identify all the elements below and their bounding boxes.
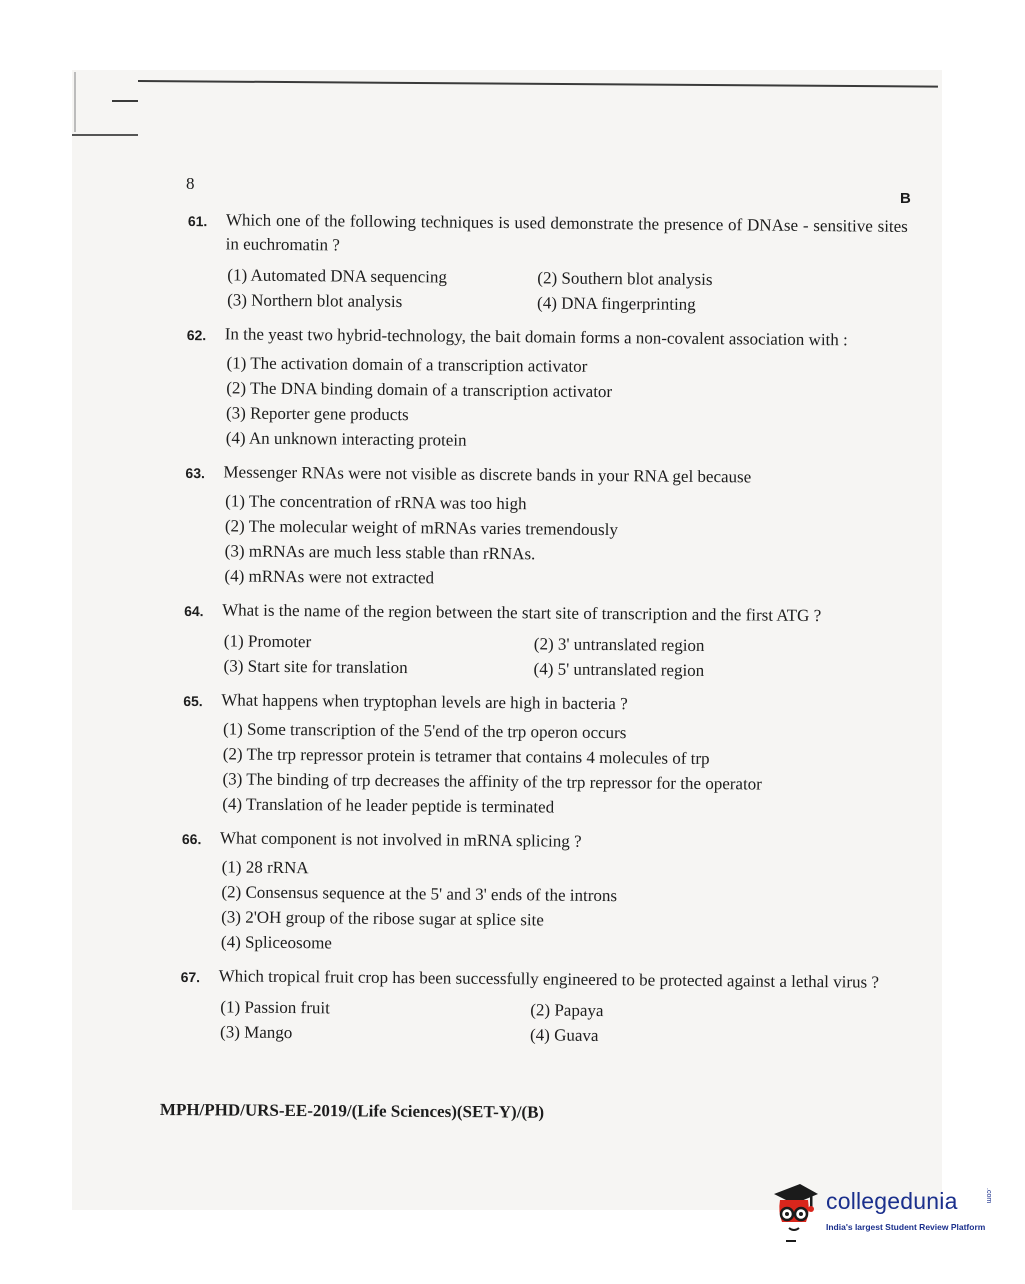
- question-65: [182, 688, 903, 823]
- logo-name: collegedunia: [826, 1188, 958, 1214]
- options: [222, 488, 905, 595]
- option-4: (4) Translation of he leader peptide is terminated: [222, 794, 555, 817]
- option-4: (4) Spliceosome: [220, 932, 332, 953]
- option-1: (1) Promoter: [223, 631, 312, 652]
- option-4: (4) mRNAs were not extracted: [224, 566, 435, 588]
- paper-edge-left: [112, 100, 138, 102]
- option-2: (2) The molecular weight of mRNAs varies tremendously: [224, 516, 618, 540]
- options: [221, 628, 903, 685]
- question-61: [187, 208, 908, 319]
- option-2: (2) 3' untranslated region: [533, 634, 705, 655]
- question-number: 64.: [184, 602, 204, 620]
- page-number: 8: [186, 174, 195, 193]
- option-2: (2) Consensus sequence at the 5' and 3' ends of the introns: [221, 882, 618, 906]
- option-2: (2) Papaya: [530, 1000, 604, 1021]
- paper-edge-left-lower: [72, 134, 138, 136]
- question-text: Messenger RNAs were not visible as discrete bands in your RNA gel because: [223, 462, 752, 487]
- question-62: [186, 322, 907, 457]
- option-1: (1) The activation domain of a transcription activator: [226, 353, 588, 376]
- option-2: (2) The DNA binding domain of a transcription activator: [226, 378, 613, 402]
- set-letter: B: [900, 190, 911, 207]
- options: [225, 262, 907, 319]
- question-64: [183, 598, 904, 685]
- question-number: 61.: [187, 212, 208, 230]
- question-63: [184, 460, 905, 595]
- question-text: What component is not involved in mRNA splicing ?: [219, 828, 582, 851]
- question-text: Which tropical fruit crop has been successfully engineered to be protected against a lethal virus ?: [218, 966, 880, 992]
- question-text: In the yeast two hybrid-technology, the bait domain forms a non-covalent association with :: [224, 324, 848, 350]
- option-2: (2) The trp repressor protein is tetramer that contains 4 molecules of trp: [222, 744, 710, 769]
- option-3: (3) Start site for translation: [223, 656, 408, 678]
- question-text: What happens when tryptophan levels are high in bacteria ?: [221, 690, 628, 714]
- option-3: (3) The binding of trp decreases the affinity of the trp repressor for the operator: [222, 769, 762, 794]
- question-number: 62.: [186, 326, 207, 344]
- question-66: [181, 826, 902, 961]
- option-3: (3) Reporter gene products: [225, 403, 409, 425]
- options: [220, 716, 903, 823]
- question-number: 63.: [185, 464, 206, 482]
- question-67: [180, 964, 901, 1051]
- option-1: (1) The concentration of rRNA was too high: [225, 491, 527, 514]
- options: [218, 994, 900, 1051]
- question-text: Which one of the following techniques is used demonstrate the presence of DNAse - sensitive sites in euchromatin ?: [225, 210, 908, 255]
- option-3: (3) 2'OH group of the ribose sugar at splice site: [221, 907, 544, 930]
- option-3: (3) Northern blot analysis: [227, 290, 403, 312]
- graduate-mascot-icon: [770, 1178, 822, 1244]
- question-number: 67.: [180, 968, 201, 986]
- option-1: (1) 28 rRNA: [221, 857, 309, 878]
- logo-dotcom: .com: [985, 1188, 992, 1204]
- exam-code: MPH/PHD/URS-EE-2019/(Life Sciences)(SET-Y)/(B): [159, 1100, 545, 1122]
- options: [224, 350, 907, 457]
- option-4: (4) An unknown interacting protein: [225, 428, 467, 450]
- question-number: 66.: [181, 830, 202, 848]
- question-list: [180, 208, 908, 1061]
- option-1: (1) Automated DNA sequencing: [227, 265, 447, 287]
- option-3: (3) Mango: [220, 1022, 293, 1043]
- question-number: 65.: [183, 692, 203, 710]
- option-1: (1) Passion fruit: [220, 997, 330, 1018]
- logo-tagline: India's largest Student Review Platform: [826, 1222, 986, 1232]
- options: [219, 854, 902, 961]
- option-2: (2) Southern blot analysis: [537, 268, 713, 290]
- collegedunia-logo[interactable]: [770, 1178, 1000, 1248]
- option-4: (4) Guava: [529, 1025, 599, 1045]
- option-4: (4) DNA fingerprinting: [537, 293, 696, 314]
- paper-edge: [74, 72, 76, 132]
- option-3: (3) mRNAs are much less stable than rRNAs.: [224, 541, 536, 564]
- option-1: (1) Some transcription of the 5'end of the trp operon occurs: [222, 719, 627, 743]
- option-4: (4) 5' untranslated region: [533, 659, 705, 680]
- question-text: What is the name of the region between the start site of transcription and the first ATG ?: [222, 600, 822, 626]
